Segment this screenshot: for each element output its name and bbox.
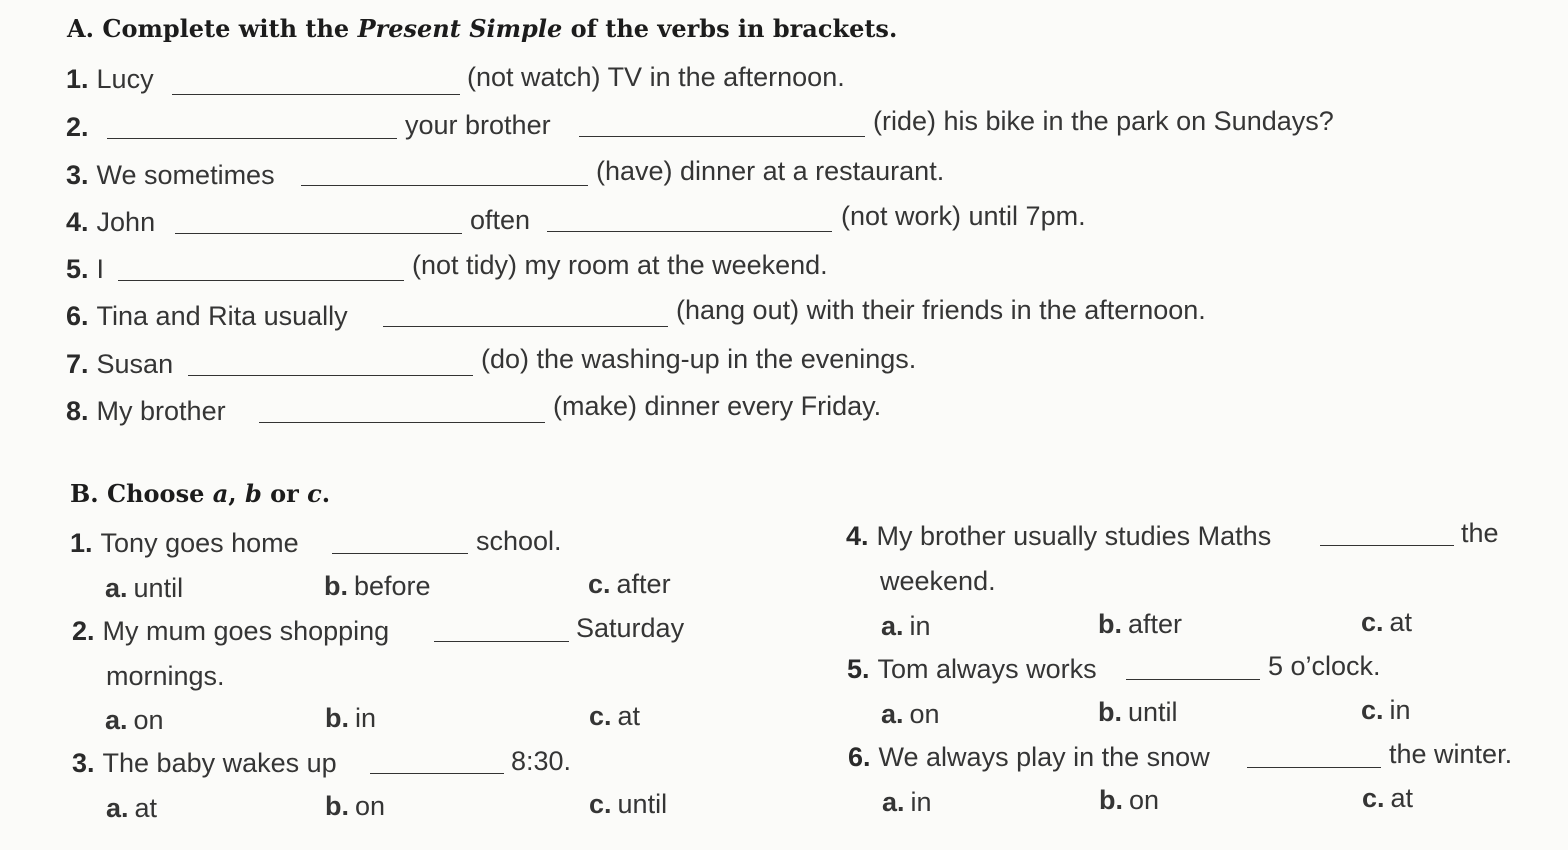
option-text: until — [1128, 697, 1178, 727]
question-text: The baby wakes up — [102, 748, 337, 778]
option-letter: a. — [881, 699, 904, 729]
item-number: 6. — [66, 301, 89, 331]
b-question-3-post: 8:30. — [511, 746, 572, 776]
a-item-2-mid: your brother — [405, 110, 551, 140]
option-letter: c. — [1361, 695, 1384, 725]
a-item-3-lead — [66, 160, 275, 191]
option-letter: c. — [1362, 783, 1385, 813]
section-b-heading — [70, 479, 330, 508]
a-item-6-blank[interactable] — [383, 326, 668, 327]
a-item-4-blank-2[interactable] — [547, 231, 832, 232]
option-letter: c. — [589, 701, 612, 731]
option-text: at — [1389, 607, 1413, 637]
b-question-2-cont: mornings. — [106, 661, 225, 691]
section-a-letter: A. — [67, 14, 94, 43]
option-letter: b. — [1099, 785, 1123, 815]
b-q2-option-a[interactable] — [105, 705, 164, 736]
b-q3-option-b[interactable] — [325, 791, 385, 822]
item-number: 3. — [66, 160, 89, 190]
item-number: 1. — [66, 64, 89, 94]
section-b-period: . — [321, 479, 331, 508]
option-letter: b. — [1098, 697, 1122, 727]
item-number: 5. — [66, 254, 89, 284]
a-item-8-verb: (make) dinner every Friday. — [553, 391, 882, 421]
b-q3-option-a[interactable] — [106, 793, 157, 824]
a-item-7-verb: (do) the washing-up in the evenings. — [481, 344, 917, 374]
a-item-1-blank[interactable] — [172, 94, 460, 95]
option-letter: c. — [589, 789, 612, 819]
question-number: 1. — [70, 528, 93, 558]
a-item-2-blank-2[interactable] — [579, 136, 865, 137]
item-number: 4. — [66, 207, 89, 237]
option-letter: a. — [881, 611, 904, 641]
a-item-4-verb: (not work) until 7pm. — [841, 201, 1086, 231]
section-a-title-pre: Complete with the — [102, 14, 358, 43]
section-b-opt-a: a — [212, 479, 229, 508]
b-question-2-post: Saturday — [576, 613, 685, 643]
question-number: 3. — [72, 748, 95, 778]
a-item-6-lead — [66, 301, 348, 332]
section-b-opt-b: b — [244, 479, 262, 508]
question-number: 4. — [846, 521, 869, 551]
a-item-5-verb: (not tidy) my room at the weekend. — [412, 250, 828, 280]
b-q5-option-a[interactable] — [881, 699, 940, 730]
section-b-comma: , — [228, 479, 245, 508]
b-q4-option-b[interactable] — [1098, 609, 1182, 640]
b-question-3-stem — [72, 748, 337, 779]
item-number: 8. — [66, 396, 89, 426]
option-letter: a. — [105, 573, 128, 603]
b-question-6-stem — [848, 742, 1210, 773]
option-text: until — [133, 573, 184, 603]
section-b-or: or — [261, 479, 308, 508]
option-letter: a. — [106, 793, 129, 823]
question-text: My brother usually studies Maths — [876, 521, 1272, 551]
a-item-7-blank[interactable] — [188, 375, 473, 376]
b-question-4-stem — [846, 521, 1271, 552]
b-question-5-blank[interactable] — [1126, 679, 1260, 680]
b-q5-option-b[interactable] — [1098, 697, 1178, 728]
b-q4-option-c[interactable] — [1361, 607, 1412, 638]
section-a-heading — [67, 14, 897, 43]
b-question-1-blank[interactable] — [332, 553, 468, 554]
a-item-3-blank[interactable] — [301, 185, 588, 186]
a-item-7-lead — [66, 349, 173, 380]
b-question-6-post: the winter. — [1389, 739, 1513, 769]
b-question-3-blank[interactable] — [370, 773, 504, 774]
b-question-4-post: the — [1461, 518, 1499, 548]
item-text: Tina and Rita usually — [96, 301, 348, 331]
option-text: at — [1390, 783, 1414, 813]
option-letter: a. — [882, 787, 905, 817]
a-item-4-blank-1[interactable] — [175, 233, 462, 234]
b-question-2-stem — [72, 616, 389, 647]
b-q1-option-c[interactable] — [588, 569, 671, 600]
section-b-letter: B. — [70, 479, 99, 508]
section-a-title-post: of the verbs in brackets. — [562, 14, 898, 43]
question-text: Tony goes home — [100, 528, 299, 558]
b-q6-option-a[interactable] — [882, 787, 932, 818]
b-q2-option-b[interactable] — [325, 703, 376, 734]
b-q3-option-c[interactable] — [589, 789, 667, 820]
question-text: My mum goes shopping — [102, 616, 390, 646]
item-text: Susan — [96, 349, 174, 379]
b-question-2-blank[interactable] — [434, 641, 569, 642]
a-item-6-verb: (hang out) with their friends in the afternoon. — [676, 295, 1206, 325]
question-number: 2. — [72, 616, 95, 646]
option-letter: b. — [1098, 609, 1122, 639]
question-text: Tom always works — [877, 654, 1097, 684]
a-item-2-verb: (ride) his bike in the park on Sundays? — [873, 106, 1334, 136]
option-letter: b. — [325, 703, 349, 733]
b-question-5-stem — [847, 654, 1097, 685]
option-text: in — [909, 611, 931, 641]
item-number: 2. — [66, 112, 89, 142]
section-b-opt-c: c — [307, 479, 322, 508]
item-text: We sometimes — [96, 160, 275, 190]
b-question-4-cont: weekend. — [880, 566, 996, 596]
option-text: on — [355, 791, 386, 821]
item-number: 7. — [66, 349, 89, 379]
b-question-1-post: school. — [476, 526, 562, 556]
a-item-5-blank[interactable] — [118, 280, 404, 281]
b-q6-option-c[interactable] — [1362, 783, 1413, 814]
b-question-1-stem — [70, 528, 299, 559]
b-q4-option-a[interactable] — [881, 611, 931, 642]
b-q2-option-c[interactable] — [589, 701, 640, 732]
item-text: My brother — [96, 396, 226, 426]
option-letter: b. — [325, 791, 349, 821]
option-text: after — [616, 569, 671, 599]
a-item-3-verb: (have) dinner at a restaurant. — [596, 156, 945, 186]
a-item-4-mid: often — [470, 205, 531, 235]
b-q1-option-a[interactable] — [105, 573, 183, 604]
a-item-2-lead — [66, 112, 97, 143]
option-text: in — [910, 787, 932, 817]
option-letter: b. — [324, 571, 348, 601]
b-q1-option-b[interactable] — [324, 571, 431, 602]
b-question-5-post: 5 o’clock. — [1268, 651, 1381, 681]
option-letter: a. — [105, 705, 128, 735]
a-item-8-lead — [66, 396, 226, 427]
a-item-4-lead — [66, 207, 155, 238]
option-letter: c. — [588, 569, 611, 599]
section-b-title-pre: Choose — [107, 479, 213, 508]
item-text: Lucy — [96, 64, 154, 94]
b-question-4-blank[interactable] — [1320, 545, 1454, 546]
option-text: at — [134, 793, 158, 823]
option-text: before — [354, 571, 431, 601]
a-item-1-verb: (not watch) TV in the afternoon. — [467, 62, 845, 92]
option-text: on — [1129, 785, 1160, 815]
b-question-6-blank[interactable] — [1247, 767, 1381, 768]
option-text: on — [909, 699, 940, 729]
a-item-5-lead — [66, 254, 104, 285]
option-letter: c. — [1361, 607, 1384, 637]
a-item-1-lead — [66, 64, 154, 95]
question-text: We always play in the snow — [878, 742, 1210, 772]
option-text: after — [1128, 609, 1183, 639]
question-number: 5. — [847, 654, 870, 684]
b-q6-option-b[interactable] — [1099, 785, 1159, 816]
option-text: until — [617, 789, 668, 819]
option-text: at — [617, 701, 641, 731]
option-text: in — [1389, 695, 1411, 725]
a-item-8-blank[interactable] — [259, 422, 545, 423]
item-text: I — [96, 254, 105, 284]
question-number: 6. — [848, 742, 871, 772]
a-item-2-blank-1[interactable] — [107, 138, 397, 139]
option-text: on — [133, 705, 164, 735]
item-text: John — [96, 207, 156, 237]
option-text: in — [355, 703, 377, 733]
section-a-title-em: Present Simple — [357, 14, 563, 43]
b-q5-option-c[interactable] — [1361, 695, 1411, 726]
